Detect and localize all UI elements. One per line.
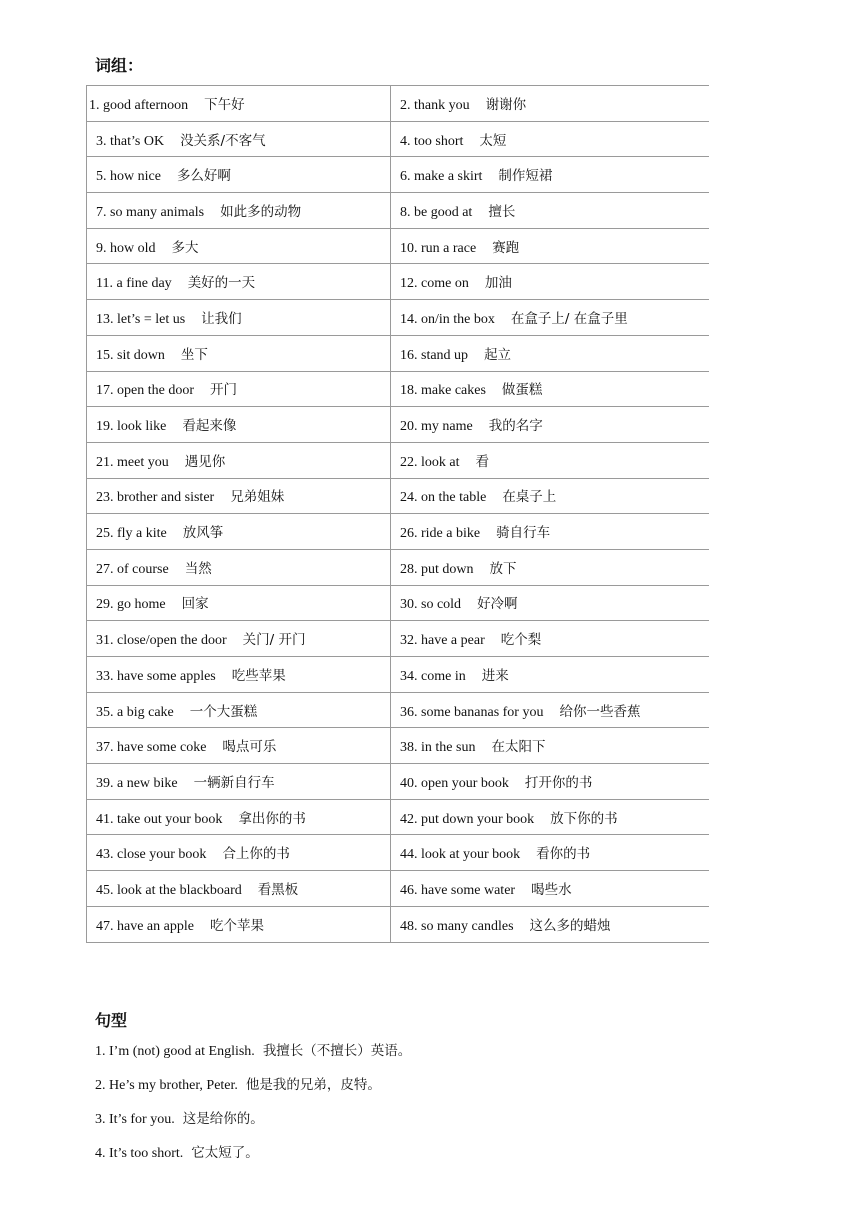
phrase-english: 37. have some coke bbox=[96, 740, 207, 756]
phrase-cell bbox=[391, 549, 709, 585]
phrase-chinese: 喝些水 bbox=[531, 881, 572, 898]
phrase-english: 29. go home bbox=[96, 597, 166, 613]
phrase-cell bbox=[391, 442, 709, 478]
phrase-cell bbox=[87, 121, 391, 157]
phrase-cell bbox=[391, 514, 709, 550]
phrase-cell bbox=[391, 300, 709, 336]
phrase-english: 25. fly a kite bbox=[96, 526, 167, 542]
phrase-chinese: 给你一些香蕉 bbox=[559, 703, 641, 720]
phrase-cell bbox=[87, 799, 391, 835]
phrase-cell bbox=[87, 264, 391, 300]
sentence-chinese: 这是给你的。 bbox=[182, 1111, 264, 1127]
phrase-cell bbox=[87, 478, 391, 514]
table-row bbox=[87, 478, 709, 514]
phrase-english: 1. good afternoon bbox=[89, 97, 189, 113]
phrase-cell bbox=[391, 193, 709, 229]
sentence-item bbox=[95, 1142, 795, 1176]
phrase-english: 5. how nice bbox=[96, 169, 161, 185]
phrase-chinese: 没关系/不客气 bbox=[180, 132, 266, 149]
table-row bbox=[87, 442, 709, 478]
table-row bbox=[87, 799, 709, 835]
phrase-english: 24. on the table bbox=[400, 490, 487, 506]
phrase-english: 27. of course bbox=[96, 561, 169, 577]
phrase-english: 32. have a pear bbox=[400, 633, 485, 649]
phrase-cell bbox=[391, 906, 709, 942]
phrase-english: 42. put down your book bbox=[400, 811, 535, 827]
phrase-english: 34. come in bbox=[400, 668, 466, 684]
phrase-english: 3. that’s OK bbox=[96, 133, 165, 149]
phrase-cell bbox=[391, 657, 709, 693]
phrase-english: 12. come on bbox=[400, 276, 469, 292]
phrase-english: 44. look at your book bbox=[400, 847, 521, 863]
phrase-chinese: 在盒子上/ 在盒子里 bbox=[510, 310, 628, 327]
phrase-english: 8. be good at bbox=[400, 204, 473, 220]
sentence-item bbox=[95, 1108, 795, 1142]
phrase-chinese: 遇见你 bbox=[184, 453, 226, 470]
sentence-list bbox=[95, 1040, 795, 1176]
phrase-cell bbox=[87, 728, 391, 764]
table-row bbox=[87, 549, 709, 585]
phrase-english: 30. so cold bbox=[400, 597, 462, 613]
table-row bbox=[87, 871, 709, 907]
phrase-chinese: 多大 bbox=[171, 239, 199, 256]
phrase-chinese: 让我们 bbox=[201, 310, 242, 327]
phrase-cell bbox=[87, 335, 391, 371]
sentence-item bbox=[95, 1074, 795, 1108]
phrase-chinese: 美好的一天 bbox=[187, 275, 256, 292]
phrase-chinese: 骑自行车 bbox=[496, 525, 551, 542]
sentence-english: 3. It’s for you. bbox=[95, 1112, 175, 1127]
table-row bbox=[87, 728, 709, 764]
table-row bbox=[87, 335, 709, 371]
phrase-cell bbox=[391, 764, 709, 800]
phrase-cell bbox=[87, 300, 391, 336]
phrase-cell bbox=[87, 407, 391, 443]
table-row bbox=[87, 157, 709, 193]
phrase-chinese: 太短 bbox=[479, 132, 507, 149]
phrase-english: 17. open the door bbox=[96, 383, 194, 399]
sentence-chinese: 他是我的兄弟，皮特。 bbox=[245, 1077, 381, 1093]
phrase-cell bbox=[87, 906, 391, 942]
phrase-english: 36. some bananas for you bbox=[400, 704, 544, 720]
table-row bbox=[87, 692, 709, 728]
phrase-chinese: 赛跑 bbox=[492, 239, 520, 256]
phrase-chinese: 回家 bbox=[181, 596, 209, 613]
phrase-chinese: 放下 bbox=[489, 560, 517, 577]
table-row bbox=[87, 407, 709, 443]
phrase-english: 4. too short bbox=[400, 133, 464, 149]
phrase-cell bbox=[87, 657, 391, 693]
phrase-cell bbox=[87, 764, 391, 800]
phrase-cell bbox=[87, 549, 391, 585]
phrase-cell bbox=[391, 407, 709, 443]
phrase-chinese: 一辆新自行车 bbox=[193, 774, 275, 791]
phrase-cell bbox=[391, 871, 709, 907]
phrase-english: 23. brother and sister bbox=[96, 490, 215, 506]
phrases-table bbox=[86, 85, 709, 943]
phrase-cell bbox=[391, 86, 709, 122]
phrase-english: 2. thank you bbox=[400, 97, 470, 113]
phrase-english: 7. so many animals bbox=[96, 204, 205, 220]
table-row bbox=[87, 371, 709, 407]
sentence-english: 1. I’m (not) good at English. bbox=[95, 1044, 255, 1059]
phrase-chinese: 开门 bbox=[209, 382, 237, 399]
phrase-chinese: 当然 bbox=[184, 560, 212, 577]
phrase-english: 13. let’s = let us bbox=[96, 311, 186, 327]
phrase-cell bbox=[391, 264, 709, 300]
phrase-chinese: 这么多的蜡烛 bbox=[529, 917, 611, 934]
phrase-english: 16. stand up bbox=[400, 347, 469, 363]
phrase-chinese: 关门/ 开门 bbox=[242, 632, 306, 649]
phrase-chinese: 喝点可乐 bbox=[222, 739, 277, 756]
phrase-chinese: 放风筝 bbox=[182, 525, 224, 542]
phrase-english: 28. put down bbox=[400, 561, 474, 577]
sentence-english: 2. He’s my brother, Peter. bbox=[95, 1078, 238, 1093]
phrase-english: 14. on/in the box bbox=[400, 311, 495, 327]
phrase-chinese: 我的名字 bbox=[488, 418, 543, 435]
sentence-chinese: 它太短了。 bbox=[191, 1145, 259, 1161]
phrase-english: 15. sit down bbox=[96, 347, 165, 363]
phrase-english: 18. make cakes bbox=[400, 383, 486, 399]
phrase-english: 46. have some water bbox=[400, 882, 516, 898]
phrase-cell bbox=[391, 371, 709, 407]
phrase-english: 47. have an apple bbox=[96, 918, 194, 934]
phrase-chinese: 加油 bbox=[484, 275, 512, 292]
phrase-cell bbox=[87, 871, 391, 907]
table-row bbox=[87, 906, 709, 942]
phrase-cell bbox=[87, 514, 391, 550]
phrase-cell bbox=[87, 835, 391, 871]
phrase-cell bbox=[391, 728, 709, 764]
phrase-cell bbox=[87, 692, 391, 728]
table-row bbox=[87, 86, 709, 122]
sentence-english: 4. It’s too short. bbox=[95, 1146, 184, 1161]
phrase-chinese: 吃个苹果 bbox=[209, 917, 264, 934]
phrase-cell bbox=[87, 442, 391, 478]
phrase-english: 31. close/open the door bbox=[96, 633, 227, 649]
phrase-chinese: 吃些苹果 bbox=[231, 667, 286, 684]
phrase-cell bbox=[87, 585, 391, 621]
table-row bbox=[87, 121, 709, 157]
phrase-cell bbox=[391, 799, 709, 835]
phrase-cell bbox=[87, 86, 391, 122]
phrase-cell bbox=[87, 228, 391, 264]
phrase-cell bbox=[391, 835, 709, 871]
table-row bbox=[87, 585, 709, 621]
phrase-chinese: 一个大蛋糕 bbox=[189, 703, 258, 720]
phrase-english: 35. a big cake bbox=[96, 704, 174, 720]
phrase-chinese: 在太阳下 bbox=[491, 739, 546, 756]
phrases-heading: 词组： bbox=[95, 56, 144, 75]
phrase-cell bbox=[391, 478, 709, 514]
phrase-chinese: 看起来像 bbox=[182, 418, 237, 435]
phrase-cell bbox=[391, 157, 709, 193]
phrase-cell bbox=[391, 228, 709, 264]
phrase-english: 48. so many candles bbox=[400, 918, 514, 934]
sentences-heading: 句型 bbox=[95, 1011, 128, 1030]
phrase-cell bbox=[391, 121, 709, 157]
phrase-chinese: 进来 bbox=[481, 667, 509, 684]
sentence-item bbox=[95, 1040, 795, 1074]
phrase-chinese: 多么好啊 bbox=[176, 168, 231, 185]
table-row bbox=[87, 621, 709, 657]
phrase-english: 6. make a skirt bbox=[400, 169, 483, 185]
phrase-cell bbox=[391, 585, 709, 621]
phrase-chinese: 起立 bbox=[484, 346, 512, 363]
phrase-cell bbox=[391, 692, 709, 728]
table-row bbox=[87, 514, 709, 550]
table-row bbox=[87, 764, 709, 800]
phrase-cell bbox=[87, 371, 391, 407]
phrase-english: 38. in the sun bbox=[400, 740, 476, 756]
phrase-chinese: 拿出你的书 bbox=[238, 810, 306, 827]
phrase-english: 26. ride a bike bbox=[400, 526, 481, 542]
phrase-chinese: 合上你的书 bbox=[222, 846, 290, 863]
phrase-chinese: 吃个梨 bbox=[500, 632, 542, 649]
phrase-english: 39. a new bike bbox=[96, 775, 178, 791]
phrase-chinese: 好冷啊 bbox=[477, 596, 518, 613]
phrase-chinese: 如此多的动物 bbox=[220, 203, 302, 220]
phrase-cell bbox=[87, 621, 391, 657]
phrase-chinese: 坐下 bbox=[180, 346, 208, 363]
table-row bbox=[87, 835, 709, 871]
table-row bbox=[87, 300, 709, 336]
phrase-cell bbox=[87, 193, 391, 229]
phrase-english: 21. meet you bbox=[96, 454, 169, 470]
phrase-english: 9. how old bbox=[96, 240, 156, 256]
phrase-cell bbox=[391, 335, 709, 371]
phrase-cell bbox=[391, 621, 709, 657]
phrase-chinese: 做蛋糕 bbox=[501, 382, 543, 399]
phrase-chinese: 谢谢你 bbox=[485, 96, 527, 113]
phrase-chinese: 看你的书 bbox=[536, 846, 591, 863]
phrase-cell bbox=[87, 157, 391, 193]
phrase-english: 33. have some apples bbox=[96, 668, 216, 684]
phrase-chinese: 打开你的书 bbox=[524, 774, 593, 791]
sentence-chinese: 我擅长（不擅长）英语。 bbox=[262, 1043, 412, 1059]
phrase-chinese: 看 bbox=[475, 453, 489, 470]
table-row bbox=[87, 193, 709, 229]
phrase-english: 43. close your book bbox=[96, 847, 207, 863]
phrase-chinese: 下午好 bbox=[204, 96, 245, 113]
phrase-english: 40. open your book bbox=[400, 775, 509, 791]
phrase-english: 45. look at the blackboard bbox=[96, 882, 242, 898]
table-row bbox=[87, 657, 709, 693]
phrase-chinese: 擅长 bbox=[488, 203, 516, 220]
table-row bbox=[87, 264, 709, 300]
phrase-chinese: 在桌子上 bbox=[502, 489, 557, 506]
phrase-chinese: 看黑板 bbox=[257, 881, 299, 898]
phrase-english: 11. a fine day bbox=[96, 276, 172, 292]
table-row bbox=[87, 228, 709, 264]
phrase-chinese: 放下你的书 bbox=[550, 810, 618, 827]
phrase-english: 20. my name bbox=[400, 419, 473, 435]
phrase-chinese: 兄弟姐妹 bbox=[230, 489, 285, 506]
phrase-english: 19. look like bbox=[96, 419, 167, 435]
phrase-chinese: 制作短裙 bbox=[498, 168, 553, 185]
phrase-english: 22. look at bbox=[400, 454, 460, 470]
phrase-english: 10. run a race bbox=[400, 240, 477, 256]
phrase-english: 41. take out your book bbox=[96, 811, 223, 827]
